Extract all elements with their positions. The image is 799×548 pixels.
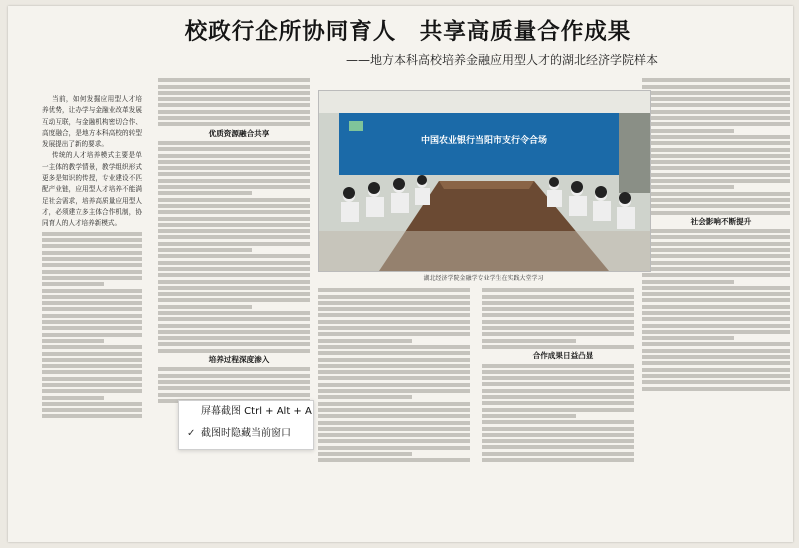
lead-paragraph: 传统的人才培养模式主要是单一主体的教学情景，教学组织形式更多是知识的传授，专业建设不匹配产业链，应用型人才培养不能满足社会需求，培养高质量应用型人才，必须建立多主体合作机制，协同育人的人才培养新模式。 <box>42 151 142 228</box>
menu-item-hide-window[interactable] <box>179 423 313 445</box>
body-text-line <box>642 160 790 164</box>
body-text-line <box>318 320 470 324</box>
body-text-line <box>642 135 790 139</box>
body-text-line <box>158 229 310 233</box>
body-text-line <box>642 355 790 359</box>
body-text-line <box>482 370 634 374</box>
body-text-line <box>42 358 142 362</box>
body-text-line <box>482 452 634 456</box>
body-text-line <box>642 116 790 120</box>
body-text-line <box>42 326 142 330</box>
body-text-line <box>158 298 310 302</box>
body-text-line <box>482 382 634 386</box>
body-text-line <box>158 280 310 284</box>
lead-column <box>42 94 142 540</box>
body-text-line <box>318 301 470 305</box>
text-column-5 <box>642 76 790 540</box>
body-text-line <box>642 248 790 252</box>
body-text-line <box>482 414 576 418</box>
body-text-line <box>158 110 310 114</box>
body-text-line <box>642 342 790 346</box>
article-subheadline: ——地方本科高校培养金融应用型人才的湖北经济学院样本 <box>345 53 658 67</box>
body-text-line <box>42 314 142 318</box>
body-text-line <box>318 364 470 368</box>
body-text-line <box>158 393 310 397</box>
body-text-line <box>158 191 252 195</box>
section-title: 培养过程深度渗入 <box>208 355 270 365</box>
body-text-line <box>482 458 634 462</box>
body-text-line <box>318 414 470 418</box>
body-text-line <box>642 286 790 290</box>
body-text-line <box>642 273 790 277</box>
body-text-line <box>42 370 142 374</box>
body-text-line <box>642 242 790 246</box>
body-text-line <box>642 179 790 183</box>
body-text-line <box>318 332 470 336</box>
body-text-line <box>42 232 142 236</box>
body-text-line <box>642 305 790 309</box>
body-text-line <box>482 439 634 443</box>
body-text-line <box>642 204 790 208</box>
body-text-line <box>482 295 634 299</box>
body-text-line <box>642 122 790 126</box>
body-text-line <box>482 408 634 412</box>
body-text-line <box>318 288 470 292</box>
body-text-line <box>642 317 790 321</box>
menu-item-screenshot[interactable] <box>179 401 313 423</box>
body-text-line <box>158 267 310 271</box>
body-text-line <box>642 374 790 378</box>
body-text-line <box>642 154 790 158</box>
body-text-line <box>642 91 790 95</box>
body-text-line <box>318 307 470 311</box>
body-text-line <box>42 377 142 381</box>
body-text-line <box>642 229 790 233</box>
body-text-line <box>42 276 142 280</box>
body-text-line <box>642 235 790 239</box>
body-text-line <box>318 446 470 450</box>
body-text-line <box>482 401 634 405</box>
body-text-line <box>158 116 310 120</box>
body-text-line <box>42 345 142 349</box>
body-text-line <box>158 248 252 252</box>
body-text-line <box>158 223 310 227</box>
body-text-line <box>158 160 310 164</box>
body-text-line <box>482 307 634 311</box>
body-text-line <box>158 273 310 277</box>
body-text-line <box>42 352 142 356</box>
section-title: 优质资源融合共享 <box>208 128 270 138</box>
body-text-line <box>642 387 790 391</box>
body-text-line <box>482 445 634 449</box>
text-column-3 <box>318 286 470 540</box>
text-column-4 <box>482 286 634 540</box>
body-text-line <box>158 336 310 340</box>
body-text-line <box>642 349 790 353</box>
body-text-line <box>482 395 634 399</box>
body-text-line <box>482 345 634 349</box>
body-text-line <box>158 122 310 126</box>
body-text-line <box>42 333 142 337</box>
lead-paragraph: 当前，如何发掘应用型人才培养优势，让办学与金融业改革发展互动互联，与金融机构密切合作、高度融合，是地方本科高校的转型发展提出了新的要求。 <box>42 95 142 149</box>
menu-item-label: 截图时隐藏当前窗口 <box>201 428 291 439</box>
body-text-line <box>158 324 310 328</box>
body-text-line <box>318 427 470 431</box>
body-text-line <box>318 295 470 299</box>
body-text-line <box>642 148 790 152</box>
body-text-line <box>642 78 790 82</box>
section-title: 社会影响不断提升 <box>690 216 752 226</box>
body-text-line <box>318 452 412 456</box>
body-text-line <box>482 339 576 343</box>
body-text-line <box>158 374 310 378</box>
body-text-line <box>642 198 790 202</box>
body-text-line <box>42 301 142 305</box>
body-text-line <box>642 129 734 133</box>
body-text-line <box>318 339 412 343</box>
body-text-line <box>642 254 790 258</box>
body-text-line <box>318 458 470 462</box>
body-text-line <box>642 261 790 265</box>
body-text-line <box>482 326 634 330</box>
body-text-line <box>158 154 310 158</box>
body-text-line <box>42 307 142 311</box>
body-text-line <box>42 238 142 242</box>
body-text-line <box>482 332 634 336</box>
body-text-line <box>158 342 310 346</box>
body-text-line <box>642 141 790 145</box>
body-text-line <box>642 292 790 296</box>
body-text-line <box>642 211 790 215</box>
body-text-line <box>158 254 310 258</box>
body-text-line <box>42 364 142 368</box>
body-text-line <box>642 192 790 196</box>
body-text-line <box>642 298 790 302</box>
body-text-line <box>642 267 790 271</box>
article-headline: 校政行企所协同育人 共享高质量合作成果 <box>184 19 632 45</box>
body-text-line <box>642 166 790 170</box>
body-text-line <box>482 389 634 393</box>
body-text-line <box>158 103 310 107</box>
body-text-line <box>158 179 310 183</box>
body-text-line <box>42 295 142 299</box>
menu-item-label: 屏幕截图 Ctrl + Alt + A <box>201 406 312 417</box>
body-text-line <box>158 386 310 390</box>
body-text-line <box>158 292 310 296</box>
body-text-line <box>42 251 142 255</box>
body-text-line <box>158 97 310 101</box>
body-text-line <box>158 210 310 214</box>
body-text-line <box>158 147 310 151</box>
photo-caption: 湖北经济学院金融学专业学生在实践大堂学习 <box>423 275 544 282</box>
body-text-line <box>318 439 470 443</box>
body-text-line <box>158 204 310 208</box>
body-text-line <box>642 185 734 189</box>
body-text-line <box>482 433 634 437</box>
body-text-line <box>642 110 790 114</box>
body-text-line <box>158 235 310 239</box>
body-text-line <box>642 97 790 101</box>
body-text-line <box>158 305 252 309</box>
body-text-line <box>642 103 790 107</box>
body-text-line <box>642 361 790 365</box>
body-text-line <box>318 313 470 317</box>
body-text-line <box>158 185 310 189</box>
body-text-line <box>158 286 310 290</box>
body-text-line <box>42 263 142 267</box>
body-text-line <box>42 383 142 387</box>
body-text-line <box>158 261 310 265</box>
body-text-line <box>42 396 104 400</box>
body-text-line <box>642 368 790 372</box>
body-text-line <box>158 198 310 202</box>
body-text-line <box>318 408 470 412</box>
body-text-line <box>318 358 470 362</box>
body-text-line <box>158 349 310 353</box>
body-text-line <box>642 336 734 340</box>
body-text-line <box>482 288 634 292</box>
body-text-line <box>318 376 470 380</box>
body-text-line <box>642 85 790 89</box>
body-text-line <box>42 270 142 274</box>
body-text-line <box>158 172 310 176</box>
body-text-line <box>318 395 412 399</box>
body-text-line <box>158 242 310 246</box>
body-text-line <box>318 383 470 387</box>
body-text-line <box>642 280 734 284</box>
body-text-line <box>42 257 142 261</box>
body-text-line <box>642 311 790 315</box>
body-text-line <box>318 433 470 437</box>
body-text-line <box>318 345 470 349</box>
checkmark-icon: ✓ <box>187 428 196 439</box>
body-text-line <box>158 330 310 334</box>
screenshot-context-menu[interactable] <box>178 400 314 450</box>
body-text-line <box>158 217 310 221</box>
body-text-line <box>642 380 790 384</box>
body-text-line <box>482 427 634 431</box>
body-text-line <box>482 320 634 324</box>
body-text-line <box>42 339 104 343</box>
body-text-line <box>482 301 634 305</box>
body-text-line <box>42 244 142 248</box>
body-text-line <box>158 166 310 170</box>
body-text-line <box>482 376 634 380</box>
body-text-line <box>318 402 470 406</box>
body-text-line <box>482 364 634 368</box>
body-text-line <box>482 313 634 317</box>
body-text-line <box>42 289 142 293</box>
section-title: 合作成果日益凸显 <box>532 351 594 361</box>
newspaper-page <box>8 6 793 542</box>
photo-banner-text: 中国农业银行当阳市支行令合场 <box>420 136 548 146</box>
body-text-line <box>42 282 104 286</box>
meeting-room-illustration <box>319 91 650 271</box>
body-text-line <box>158 141 310 145</box>
body-text-line <box>42 389 142 393</box>
text-column-2 <box>158 76 310 540</box>
body-text-line <box>318 421 470 425</box>
body-text-line <box>642 173 790 177</box>
body-text-line <box>318 351 470 355</box>
body-text-line <box>158 380 310 384</box>
body-text-line <box>42 414 142 418</box>
body-text-line <box>158 367 310 371</box>
body-text-line <box>42 408 142 412</box>
body-text-line <box>158 91 310 95</box>
body-text-line <box>158 78 310 82</box>
body-text-line <box>642 324 790 328</box>
body-text-line <box>318 370 470 374</box>
meeting-photo <box>318 90 651 272</box>
body-text-line <box>158 317 310 321</box>
body-text-line <box>318 326 470 330</box>
body-text-line <box>42 320 142 324</box>
body-text-line <box>642 330 790 334</box>
body-text-line <box>482 420 634 424</box>
body-text-line <box>318 389 470 393</box>
body-text-line <box>158 311 310 315</box>
body-text-line <box>158 85 310 89</box>
body-text-line <box>42 402 142 406</box>
